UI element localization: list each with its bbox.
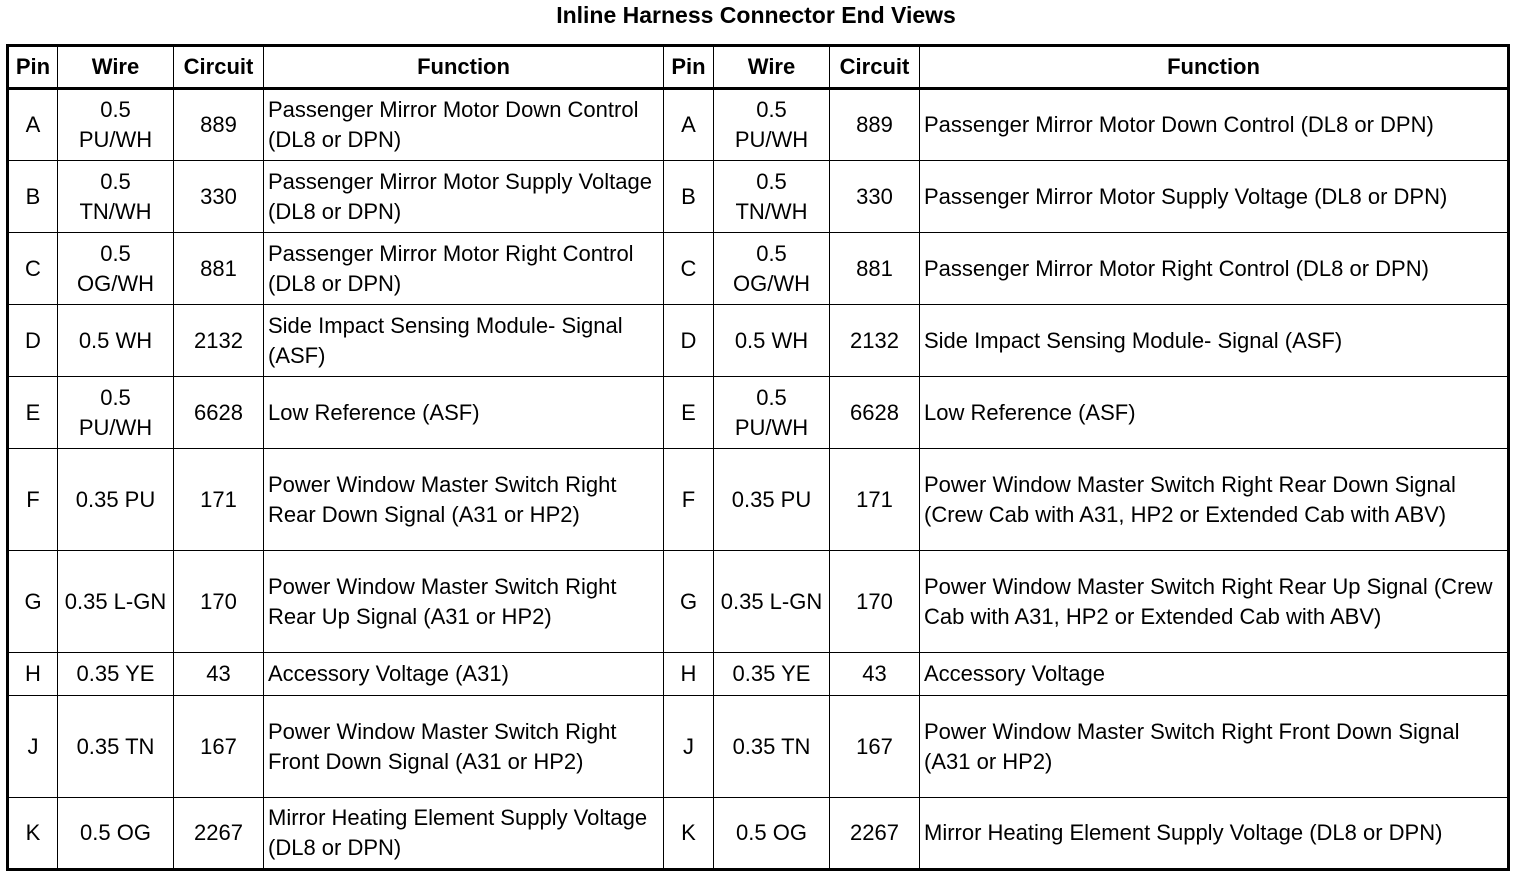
function-cell-2: Accessory Voltage: [920, 653, 1509, 696]
header-circuit: Circuit: [174, 46, 264, 89]
table-row: [8, 449, 1509, 551]
wire-cell: 0.35 L-GN: [58, 551, 174, 653]
function-cell: Low Reference (ASF): [264, 377, 664, 449]
function-cell-2: Mirror Heating Element Supply Voltage (DL8 or DPN): [920, 798, 1509, 870]
connector-table: [6, 44, 1510, 871]
function-cell: Accessory Voltage (A31): [264, 653, 664, 696]
table-row: [8, 305, 1509, 377]
header-row: [8, 46, 1509, 89]
function-cell-2: Power Window Master Switch Right Rear Up Signal (Crew Cab with A31, HP2 or Extended Cab with ABV): [920, 551, 1509, 653]
circuit-cell: 171: [174, 449, 264, 551]
document-title: Inline Harness Connector End Views: [556, 2, 956, 28]
wire-cell: 0.5 PU/WH: [58, 89, 174, 161]
pin-cell-2: K: [664, 798, 714, 870]
function-cell: Side Impact Sensing Module- Signal (ASF): [264, 305, 664, 377]
pin-cell-2: G: [664, 551, 714, 653]
circuit-cell-2: 2132: [830, 305, 920, 377]
wire-cell: 0.35 TN: [58, 696, 174, 798]
table-row: [8, 161, 1509, 233]
pin-cell-2: F: [664, 449, 714, 551]
circuit-cell: 170: [174, 551, 264, 653]
pin-cell-2: J: [664, 696, 714, 798]
header-pin: Pin: [8, 46, 58, 89]
pin-cell-2: A: [664, 89, 714, 161]
function-cell: Passenger Mirror Motor Right Control (DL8 or DPN): [264, 233, 664, 305]
header-wire: Wire: [58, 46, 174, 89]
wire-cell: 0.5 TN/WH: [58, 161, 174, 233]
circuit-cell-2: 889: [830, 89, 920, 161]
pin-cell: J: [8, 696, 58, 798]
wire-cell: 0.5 PU/WH: [58, 377, 174, 449]
pin-cell: F: [8, 449, 58, 551]
wire-cell-2: 0.5 PU/WH: [714, 377, 830, 449]
circuit-cell-2: 171: [830, 449, 920, 551]
circuit-cell: 43: [174, 653, 264, 696]
circuit-cell-2: 170: [830, 551, 920, 653]
wire-cell-2: 0.5 TN/WH: [714, 161, 830, 233]
wire-cell-2: 0.35 PU: [714, 449, 830, 551]
table-row: [8, 233, 1509, 305]
table-row: [8, 653, 1509, 696]
wire-cell: 0.5 WH: [58, 305, 174, 377]
circuit-cell: 2267: [174, 798, 264, 870]
function-cell-2: Passenger Mirror Motor Supply Voltage (DL8 or DPN): [920, 161, 1509, 233]
wire-cell-2: 0.5 WH: [714, 305, 830, 377]
pin-cell-2: H: [664, 653, 714, 696]
circuit-cell-2: 2267: [830, 798, 920, 870]
pin-cell: C: [8, 233, 58, 305]
wire-cell: 0.5 OG: [58, 798, 174, 870]
wire-cell-2: 0.35 L-GN: [714, 551, 830, 653]
function-cell-2: Power Window Master Switch Right Front Down Signal (A31 or HP2): [920, 696, 1509, 798]
wire-cell-2: 0.5 OG: [714, 798, 830, 870]
header-circuit-2: Circuit: [830, 46, 920, 89]
pin-cell-2: D: [664, 305, 714, 377]
circuit-cell-2: 167: [830, 696, 920, 798]
function-cell-2: Side Impact Sensing Module- Signal (ASF): [920, 305, 1509, 377]
pin-cell: K: [8, 798, 58, 870]
header-pin-2: Pin: [664, 46, 714, 89]
wire-cell-2: 0.5 OG/WH: [714, 233, 830, 305]
wire-cell-2: 0.35 TN: [714, 696, 830, 798]
pin-cell-2: E: [664, 377, 714, 449]
header-wire-2: Wire: [714, 46, 830, 89]
function-cell: Mirror Heating Element Supply Voltage (DL8 or DPN): [264, 798, 664, 870]
circuit-cell: 889: [174, 89, 264, 161]
function-cell-2: Power Window Master Switch Right Rear Down Signal (Crew Cab with A31, HP2 or Extended Cab with ABV): [920, 449, 1509, 551]
function-cell: Passenger Mirror Motor Supply Voltage (DL8 or DPN): [264, 161, 664, 233]
pin-cell-2: B: [664, 161, 714, 233]
pin-cell: A: [8, 89, 58, 161]
pin-cell: E: [8, 377, 58, 449]
circuit-cell: 167: [174, 696, 264, 798]
table-row: [8, 89, 1509, 161]
function-cell: Power Window Master Switch Right Rear Up Signal (A31 or HP2): [264, 551, 664, 653]
function-cell-2: Passenger Mirror Motor Right Control (DL8 or DPN): [920, 233, 1509, 305]
wire-cell: 0.5 OG/WH: [58, 233, 174, 305]
table-row: [8, 798, 1509, 870]
pin-cell: B: [8, 161, 58, 233]
header-function: Function: [264, 46, 664, 89]
function-cell: Power Window Master Switch Right Front Down Signal (A31 or HP2): [264, 696, 664, 798]
pin-cell-2: C: [664, 233, 714, 305]
circuit-cell: 6628: [174, 377, 264, 449]
header-function-2: Function: [920, 46, 1509, 89]
wire-cell: 0.35 PU: [58, 449, 174, 551]
wire-cell-2: 0.35 YE: [714, 653, 830, 696]
circuit-cell-2: 881: [830, 233, 920, 305]
function-cell: Passenger Mirror Motor Down Control (DL8 or DPN): [264, 89, 664, 161]
pin-cell: D: [8, 305, 58, 377]
circuit-cell: 2132: [174, 305, 264, 377]
pin-cell: H: [8, 653, 58, 696]
wire-cell: 0.35 YE: [58, 653, 174, 696]
function-cell-2: Passenger Mirror Motor Down Control (DL8 or DPN): [920, 89, 1509, 161]
table-row: [8, 696, 1509, 798]
table-row: [8, 551, 1509, 653]
wire-cell-2: 0.5 PU/WH: [714, 89, 830, 161]
circuit-cell-2: 6628: [830, 377, 920, 449]
circuit-cell: 330: [174, 161, 264, 233]
circuit-cell-2: 330: [830, 161, 920, 233]
table-row: [8, 377, 1509, 449]
pin-cell: G: [8, 551, 58, 653]
circuit-cell-2: 43: [830, 653, 920, 696]
function-cell: Power Window Master Switch Right Rear Down Signal (A31 or HP2): [264, 449, 664, 551]
function-cell-2: Low Reference (ASF): [920, 377, 1509, 449]
circuit-cell: 881: [174, 233, 264, 305]
